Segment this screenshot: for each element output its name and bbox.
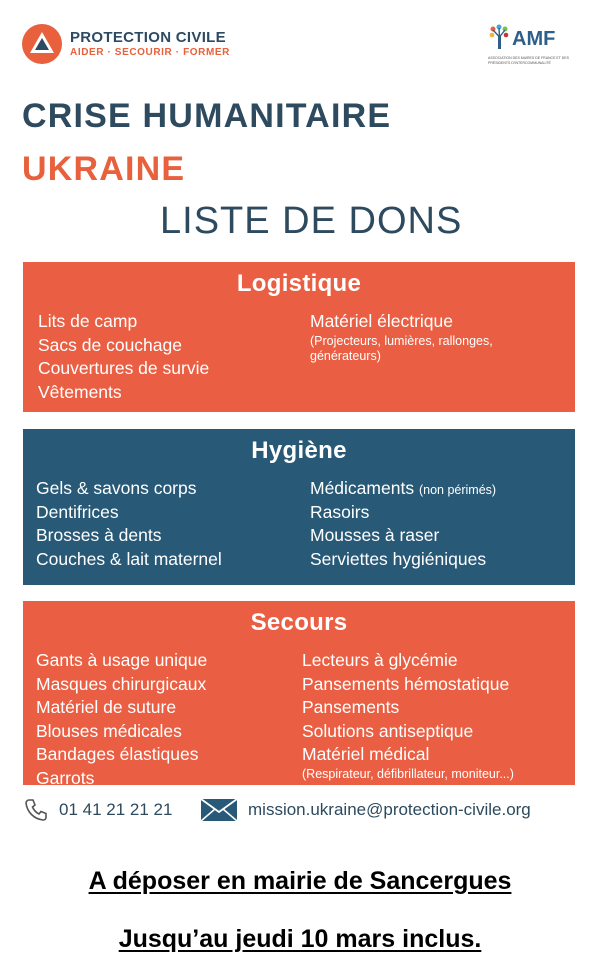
list-item: Mousses à raser [310,525,440,545]
protection-civile-logo [22,24,230,64]
section-heading-logistique: Logistique [236,270,362,297]
list-item: Gels & savons corps [36,478,197,498]
list-item: Vêtements [38,381,122,402]
list-item: Gants à usage unique [36,650,208,670]
section-logistique [23,262,575,412]
section-heading-secours: Secours [250,609,348,636]
list-item: Serviettes hygiéniques [310,548,487,569]
list-item: Rasoirs [310,501,370,522]
section-secours [23,601,575,788]
footer-deadline: Jusqu’au jeudi 10 mars inclus. [118,925,482,953]
footer-deposit-location: A déposer en mairie de Sancergues [88,867,512,895]
logistique-left-list [38,310,310,404]
list-item: Couvertures de survie [38,358,210,378]
phone-number: 01 41 21 21 21 [59,800,173,819]
phone-icon [23,797,49,823]
amf-logo [488,24,580,65]
email-address: mission.ukraine@protection-civile.org [248,800,531,819]
section-hygiene [23,429,575,585]
list-item: Brosses à dents [36,525,162,545]
list-item: Masques chirurgicaux [36,673,207,694]
list-item: Lits de camp [38,311,138,331]
list-item: Garrots [36,767,95,788]
section-heading-hygiene: Hygiène [251,437,347,464]
secours-left-list [36,649,302,790]
title-ukraine: UKRAINE [22,150,186,188]
envelope-icon [200,797,238,823]
list-item: Matériel de suture [36,697,177,717]
list-item: Lecteurs à glycémie [302,650,458,670]
contact-phone[interactable] [23,797,172,823]
title-liste-de-dons: LISTE DE DONS [160,200,463,242]
hygiene-right-list [310,477,570,571]
list-item [310,477,570,501]
amf-tree-icon [488,24,510,54]
amf-subtitle: ASSOCIATION DES MAIRES DE FRANCE ET DES PRÉSIDENTS D'INTERCOMMUNALITÉ [488,56,569,65]
org-tagline: AIDER · SECOURIR · FORMER [70,47,230,58]
list-item-note: (non périmés) [418,483,497,497]
list-item: Sacs de couchage [38,334,182,355]
list-item: Pansements hémostatique [302,673,510,694]
list-item: Matériel électrique [310,311,453,331]
secours-right-list [302,649,572,790]
list-item: Matériel médical [302,744,430,764]
list-item: Couches & lait maternel [36,548,222,569]
list-item: Blouses médicales [36,720,182,741]
protection-civile-emblem-icon [22,24,62,64]
logistique-right-list [310,310,565,404]
list-item-note: (Projecteurs, lumières, rallonges, générateurs) [310,333,493,363]
list-item-text: Médicaments [310,478,415,498]
title-crise-humanitaire: CRISE HUMANITAIRE [22,97,392,135]
hygiene-left-list [36,477,310,571]
list-item: Dentifrices [36,501,119,522]
list-item: Bandages élastiques [36,744,199,764]
org-name: PROTECTION CIVILE [70,29,226,46]
list-item-note: (Respirateur, défibrillateur, moniteur...) [302,766,514,781]
list-item: Solutions antiseptique [302,720,474,741]
list-item: Pansements [302,697,400,717]
amf-wordmark: AMF [512,27,556,50]
contact-email[interactable] [200,797,531,823]
